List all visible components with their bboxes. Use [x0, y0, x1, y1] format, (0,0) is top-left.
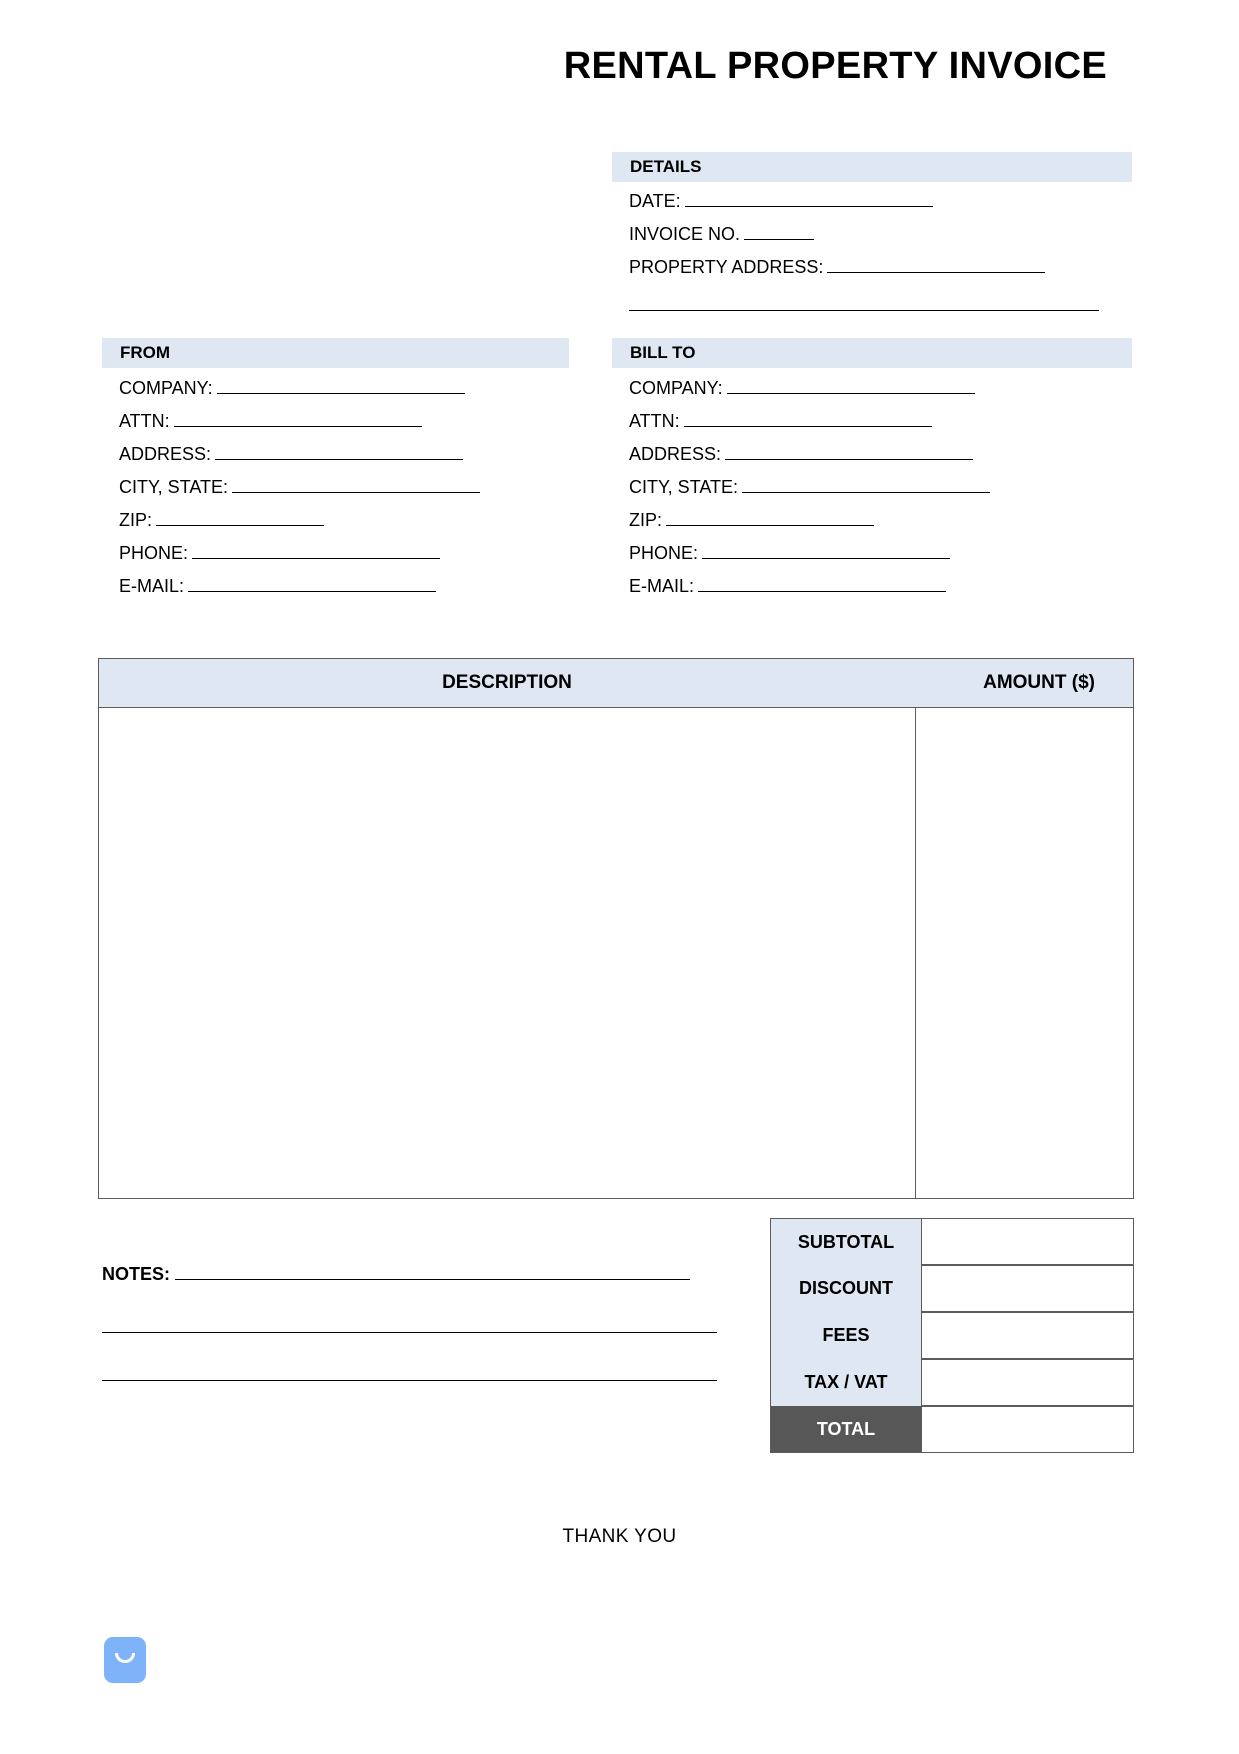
notes-input-line-2[interactable] [102, 1285, 717, 1333]
field-row-date [629, 185, 1099, 218]
page-title: RENTAL PROPERTY INVOICE [563, 45, 1107, 87]
field-label-date: DATE: [629, 191, 681, 211]
field-row-billto-email [629, 570, 990, 603]
field-label-billto-zip: ZIP: [629, 510, 663, 530]
totals-row-total [770, 1406, 1134, 1453]
column-header-amount: AMOUNT ($) [983, 672, 1095, 693]
field-input-property-address-line2[interactable] [629, 284, 1099, 311]
field-label-billto-address: ADDRESS: [629, 444, 722, 464]
field-row-from-address [119, 438, 480, 471]
field-input-from-address[interactable] [215, 442, 463, 460]
field-label-from-attn: ATTN: [119, 411, 170, 431]
totals-row-tax-vat [770, 1359, 1134, 1406]
field-label-from-zip: ZIP: [119, 510, 153, 530]
field-row-billto-company [629, 372, 990, 405]
totals-value-tax-vat[interactable] [922, 1359, 1134, 1406]
line-items-table [98, 658, 1134, 1199]
field-label-from-email: E-MAIL: [119, 576, 185, 596]
field-row-billto-address [629, 438, 990, 471]
notes-label: NOTES: [102, 1264, 171, 1284]
notes-input-line-3[interactable] [102, 1333, 717, 1381]
totals-value-discount[interactable] [922, 1265, 1134, 1312]
field-input-date[interactable] [685, 189, 933, 207]
field-label-from-company: COMPANY: [119, 378, 213, 398]
totals-row-subtotal [770, 1218, 1134, 1265]
field-row-from-company [119, 372, 480, 405]
field-row-from-attn [119, 405, 480, 438]
totals-label-discount: DISCOUNT [770, 1265, 922, 1312]
totals-section [770, 1218, 1134, 1453]
from-section-header: FROM [102, 338, 569, 368]
field-row-billto-phone [629, 537, 990, 570]
field-input-invoice-no[interactable] [744, 222, 814, 240]
field-label-from-phone: PHONE: [119, 543, 189, 563]
field-row-from-phone [119, 537, 480, 570]
totals-row-discount [770, 1265, 1134, 1312]
field-input-billto-company[interactable] [727, 376, 975, 394]
totals-value-total[interactable] [922, 1406, 1134, 1453]
field-input-billto-zip[interactable] [666, 508, 874, 526]
smile-bag-logo-icon [104, 1637, 146, 1683]
details-section-header: DETAILS [612, 152, 1132, 182]
from-fields [119, 372, 480, 603]
field-label-from-city-state: CITY, STATE: [119, 477, 229, 497]
field-label-from-address: ADDRESS: [119, 444, 212, 464]
thank-you-text: THANK YOU [562, 1526, 677, 1547]
field-input-from-zip[interactable] [156, 508, 324, 526]
field-row-from-city-state [119, 471, 480, 504]
field-input-billto-phone[interactable] [702, 541, 950, 559]
table-cell-amount-entry[interactable] [916, 708, 1133, 1198]
table-body [99, 708, 1133, 1198]
table-header-row [99, 659, 1133, 708]
totals-label-subtotal: SUBTOTAL [770, 1218, 922, 1265]
field-label-billto-attn: ATTN: [629, 411, 680, 431]
totals-label-fees: FEES [770, 1312, 922, 1359]
field-input-from-attn[interactable] [174, 409, 422, 427]
field-row-billto-attn [629, 405, 990, 438]
field-input-billto-email[interactable] [698, 574, 946, 592]
smile-arc-icon [115, 1653, 135, 1663]
field-input-property-address[interactable] [827, 255, 1045, 273]
table-cell-description-entry[interactable] [99, 708, 916, 1198]
field-label-billto-email: E-MAIL: [629, 576, 695, 596]
field-input-from-phone[interactable] [192, 541, 440, 559]
field-row-property-address [629, 251, 1099, 284]
field-input-from-city-state[interactable] [232, 475, 480, 493]
field-input-billto-city-state[interactable] [742, 475, 990, 493]
totals-label-total: TOTAL [770, 1406, 922, 1453]
details-fields [629, 185, 1099, 311]
totals-label-tax-vat: TAX / VAT [770, 1359, 922, 1406]
totals-value-fees[interactable] [922, 1312, 1134, 1359]
bill-to-section-header: BILL TO [612, 338, 1132, 368]
field-row-invoice-no [629, 218, 1099, 251]
column-header-description: DESCRIPTION [442, 672, 572, 693]
notes-section [102, 1263, 722, 1381]
notes-first-row [102, 1263, 722, 1285]
field-input-billto-address[interactable] [725, 442, 973, 460]
field-row-billto-city-state [629, 471, 990, 504]
field-label-property-address: PROPERTY ADDRESS: [629, 257, 824, 277]
field-row-billto-zip [629, 504, 990, 537]
field-row-from-email [119, 570, 480, 603]
field-label-billto-phone: PHONE: [629, 543, 699, 563]
notes-input-line-1[interactable] [175, 1263, 690, 1280]
field-label-billto-company: COMPANY: [629, 378, 723, 398]
field-input-from-email[interactable] [188, 574, 436, 592]
field-input-from-company[interactable] [217, 376, 465, 394]
totals-value-subtotal[interactable] [922, 1218, 1134, 1265]
field-label-billto-city-state: CITY, STATE: [629, 477, 739, 497]
bill-to-fields [629, 372, 990, 603]
totals-row-fees [770, 1312, 1134, 1359]
field-input-billto-attn[interactable] [684, 409, 932, 427]
field-row-from-zip [119, 504, 480, 537]
field-label-invoice-no: INVOICE NO. [629, 224, 741, 244]
